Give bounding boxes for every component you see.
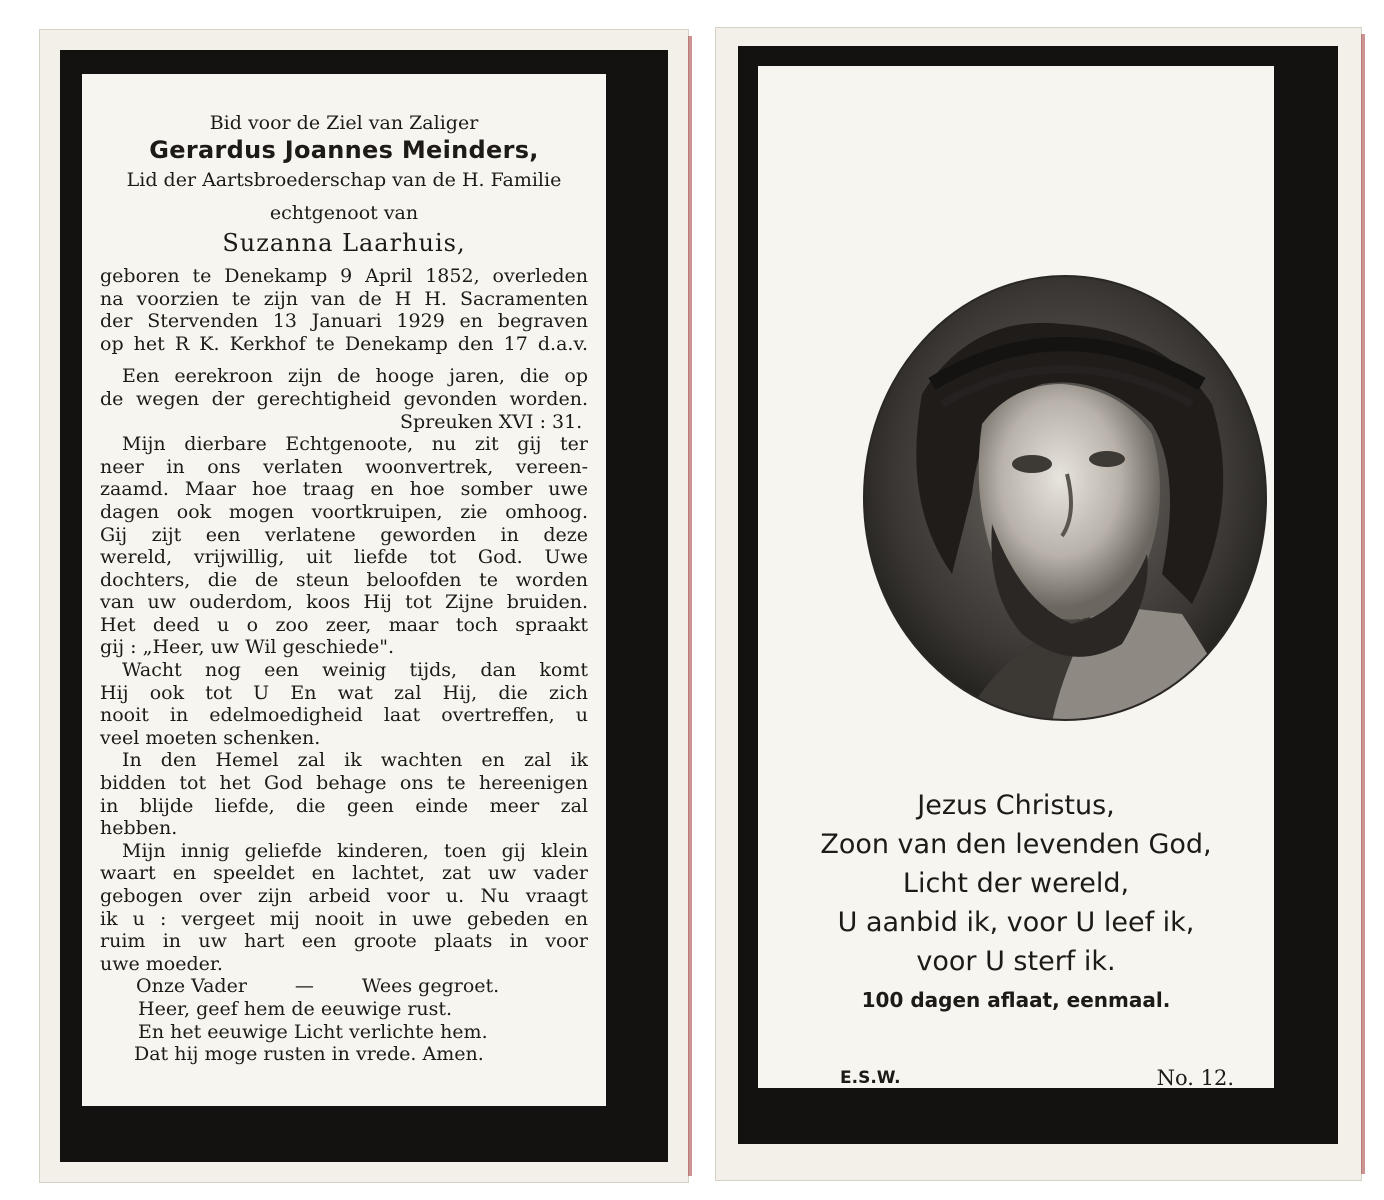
text-line: Een eerekroon zijn de hooge jaren, die op bbox=[122, 365, 588, 388]
text-line: neer in ons verlaten woonvertrek, vereen- bbox=[100, 455, 588, 478]
paragraph-1 bbox=[100, 433, 588, 659]
christ-portrait-icon bbox=[862, 274, 1268, 722]
proverb-paragraph bbox=[100, 365, 588, 433]
prayer-row bbox=[114, 975, 588, 998]
text-line: veel moeten schenken. bbox=[100, 726, 321, 749]
verse-line: Jezus Christus, bbox=[917, 790, 1115, 821]
text-line: Hij ook tot U En wat zal Hij, die zich bbox=[100, 681, 588, 704]
intro-line: Bid voor de Ziel van Zaliger bbox=[209, 112, 479, 134]
text-line: wereld, vrijwillig, uit liefde tot God. Uwe bbox=[100, 546, 588, 569]
text-line: ik u : vergeet mij nooit in uwe gebeden en bbox=[100, 907, 588, 930]
text-line: geboren te Denekamp 9 April 1852, overleden bbox=[100, 264, 588, 287]
prayer-hail-mary: Wees gegroet. bbox=[361, 975, 500, 998]
verse-line: Licht der wereld, bbox=[902, 868, 1130, 899]
text-line: hebben. bbox=[100, 817, 178, 840]
text-line: uwe moeder. bbox=[100, 952, 223, 975]
deceased-name: Gerardus Joannes Meinders, bbox=[149, 135, 539, 164]
left-card-text-area bbox=[82, 74, 606, 1106]
prayer-our-father: Onze Vader bbox=[136, 975, 247, 998]
text-line: in blijde liefde, die geen einde meer zal bbox=[100, 794, 588, 817]
spouse-intro: echtgenoot van bbox=[269, 201, 419, 224]
memorial-text bbox=[100, 112, 588, 1066]
verse-line: voor U sterf ik. bbox=[916, 946, 1116, 977]
text-line: dagen ook mogen voortkruipen, zie omhoog. bbox=[100, 500, 588, 523]
text-line: van uw ouderdom, koos Hij tot Zijne bruiden. bbox=[100, 591, 588, 614]
paragraph-4 bbox=[100, 840, 588, 976]
text-line: Mijn dierbare Echtgenoote, nu zit gij ter bbox=[122, 433, 588, 456]
right-card bbox=[716, 28, 1361, 1180]
text-line: nooit in edelmoedigheid laat overtreffen, u bbox=[100, 704, 588, 727]
left-card bbox=[40, 30, 688, 1182]
bio-paragraph bbox=[100, 265, 588, 355]
membership-line: Lid der Aartsbroederschap van de H. Familie bbox=[126, 169, 562, 192]
card-number: No. 12. bbox=[1156, 1066, 1234, 1090]
text-line: Wacht nog een weinig tijds, dan komt bbox=[122, 659, 588, 682]
paragraph-2 bbox=[100, 659, 588, 749]
prayer-dash: — bbox=[294, 975, 314, 998]
text-line: ruim in uw hart een groote plaats in voor bbox=[100, 930, 588, 953]
text-line: na voorzien te zijn van de H H. Sacramenten bbox=[100, 287, 588, 310]
spouse-name: Suzanna Laarhuis, bbox=[222, 229, 466, 258]
text-line: op het R K. Kerkhof te Denekamp den 17 d.a.v. bbox=[100, 332, 588, 355]
text-line: Mijn innig geliefde kinderen, toen gij klein bbox=[122, 839, 588, 862]
prayer-line: Dat hij moge rusten in vrede. Amen. bbox=[134, 1043, 484, 1066]
paragraph-3 bbox=[100, 749, 588, 839]
verse-line: Zoon van den levenden God, bbox=[820, 829, 1212, 860]
proverb-reference: Spreuken XVI : 31. bbox=[400, 410, 583, 433]
verse-line: U aanbid ik, voor U leef ik, bbox=[837, 907, 1195, 938]
text-line: In den Hemel zal ik wachten en zal ik bbox=[122, 749, 588, 772]
text-line: de wegen der gerechtigheid gevonden worden. bbox=[100, 387, 588, 410]
text-line: dochters, die de steun beloofden te worden bbox=[100, 568, 588, 591]
verse-block bbox=[758, 786, 1274, 981]
text-line: bidden tot het God behage ons te hereenigen bbox=[100, 772, 588, 795]
closing-prayers bbox=[100, 975, 588, 1065]
text-line: Gij zijt een verlatene geworden in deze bbox=[100, 523, 588, 546]
text-line: zaamd. Maar hoe traag en hoe somber uwe bbox=[100, 478, 588, 501]
text-line: der Stervenden 13 Januari 1929 en begraven bbox=[100, 310, 588, 333]
right-card-content bbox=[758, 66, 1274, 1088]
prayer-line: Heer, geef hem de eeuwige rust. bbox=[138, 997, 453, 1020]
indulgence-text: 100 dagen aflaat, eenmaal. bbox=[861, 988, 1171, 1012]
prayer-line: En het eeuwige Licht verlichte hem. bbox=[138, 1020, 488, 1043]
text-line: Het deed u o zoo zeer, maar toch spraakt bbox=[100, 613, 588, 636]
text-line: gebogen over zijn arbeid voor u. Nu vraagt bbox=[100, 885, 588, 907]
publisher-mark: E.S.W. bbox=[840, 1068, 901, 1088]
text-line: gij : „Heer, uw Wil geschiede". bbox=[100, 636, 395, 659]
text-line: waart en speeldet en lachtet, zat uw vader bbox=[100, 862, 588, 885]
